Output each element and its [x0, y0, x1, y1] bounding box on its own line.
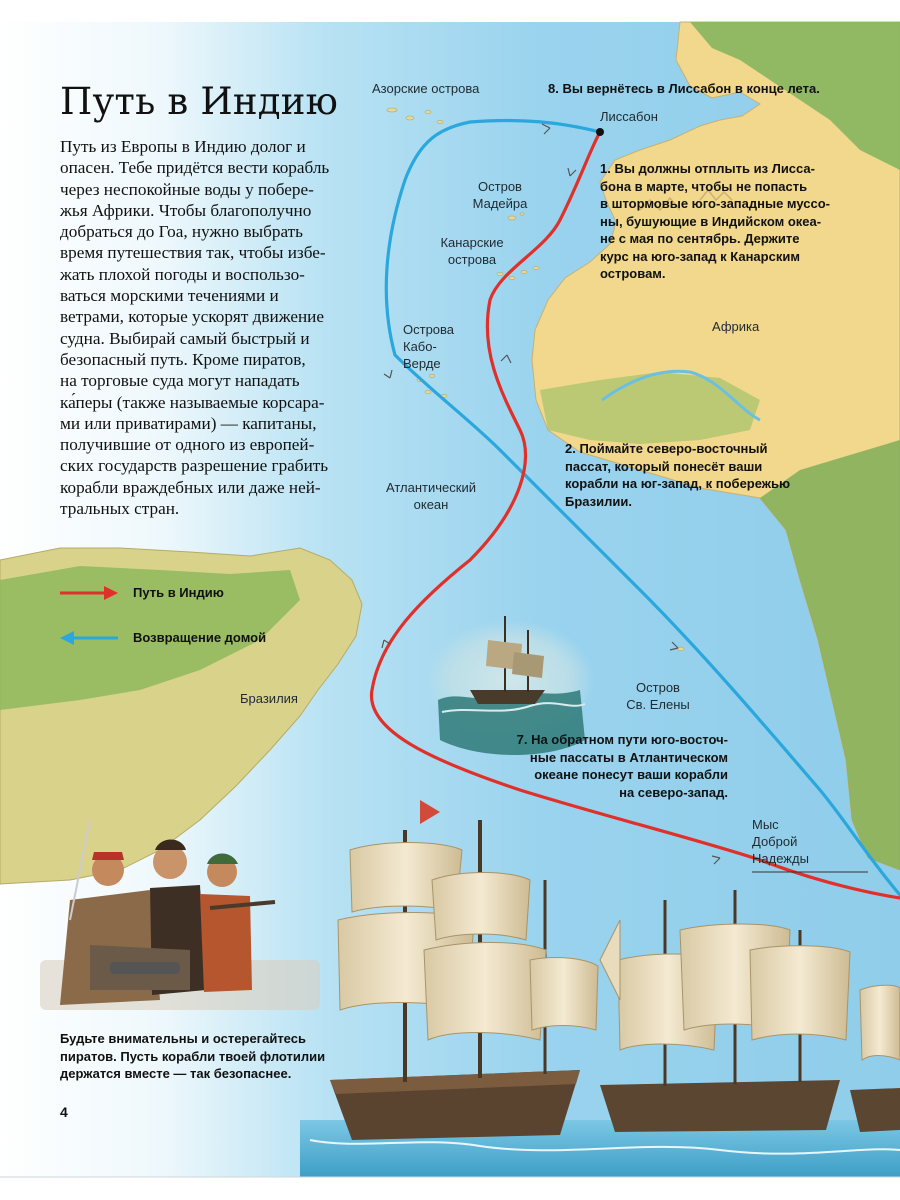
- intro-line: жать плохой погоды и воспользо-: [60, 264, 305, 284]
- label-brazil: Бразилия: [240, 691, 298, 706]
- intro-text: [60, 136, 360, 519]
- label-cape-verde: Острова Кабо- Верде: [403, 322, 455, 371]
- intro-line: жья Африки. Чтобы благополучно: [60, 200, 312, 220]
- note-pirates: Будьте внимательны и остерегайтесь пиратов. Пусть корабли твоей флотилии держатся вместе — так безопаснее.: [60, 1031, 326, 1081]
- legend-return-label: Возвращение домой: [133, 630, 267, 645]
- intro-line: тральных стран.: [60, 499, 180, 519]
- label-africa: Африка: [712, 319, 760, 334]
- label-lisbon: Лиссабон: [600, 109, 658, 124]
- label-atlantic-ocean: Атлантический океан: [386, 480, 476, 512]
- intro-line: судна. Выбирай самый быстрый и: [60, 328, 310, 348]
- intro-line: получившие от одного из европей-: [60, 435, 315, 455]
- label-azores: Азорские острова: [372, 81, 480, 96]
- lisbon-marker: [596, 128, 604, 136]
- intro-line: корабли враждебных или даже ней-: [60, 477, 321, 497]
- label-canary-islands: Канарские острова: [440, 235, 504, 267]
- note-step-7: 7. На обратном пути юго-восточ- ные пассаты в Атлантическом океане понесут ваши корабли на северо-запад.: [516, 732, 728, 800]
- intro-line: опасен. Тебе придётся вести корабль: [60, 158, 330, 178]
- note-step-1: 1. Вы должны отплыть из Лисса- бона в марте, чтобы не попасть в штормовые юго-западные муссо- ны, бушующие в Индийском океа- не с мая по сентябрь. Держите курс на юго-запад к Канарским островам.: [600, 161, 831, 281]
- intro-line: добраться до Гоа, нужно выбрать: [60, 222, 303, 242]
- intro-line: на торговые суда могут нападать: [60, 371, 300, 391]
- st-helena-island: [678, 647, 684, 651]
- intro-line: ветрами, которые ускорят движение: [60, 307, 325, 327]
- label-st-helena: Остров Св. Елены: [626, 680, 690, 712]
- intro-line: ваться морскими течениями и: [60, 286, 279, 306]
- intro-line: ских государств разрешение грабить: [60, 456, 329, 476]
- intro-line: безопасный путь. Кроме пиратов,: [60, 349, 306, 369]
- label-madeira: Остров Мадейра: [472, 179, 528, 211]
- page-title: Путь в Индию: [60, 80, 338, 123]
- note-step-2: 2. Поймайте северо-восточный пассат, который понесёт ваши корабли на юг-запад, к побережью Бразилии.: [565, 441, 791, 509]
- note-step-8: 8. Вы вернётесь в Лиссабон в конце лета.: [548, 81, 820, 96]
- intro-line: через неспокойные воды у побере-: [60, 179, 314, 199]
- legend-outbound-label: Путь в Индию: [133, 585, 224, 600]
- intro-line: ка́перы (также называемые корсара-: [60, 392, 325, 412]
- intro-line: Путь из Европы в Индию долог и: [60, 137, 306, 156]
- intro-line: ми или приватирами) — капитаны,: [60, 413, 317, 433]
- label-cape-good-hope: Мыс Доброй Надежды: [752, 817, 809, 866]
- intro-line: время путешествия так, чтобы избе-: [60, 243, 326, 263]
- page-number: 4: [60, 1104, 68, 1120]
